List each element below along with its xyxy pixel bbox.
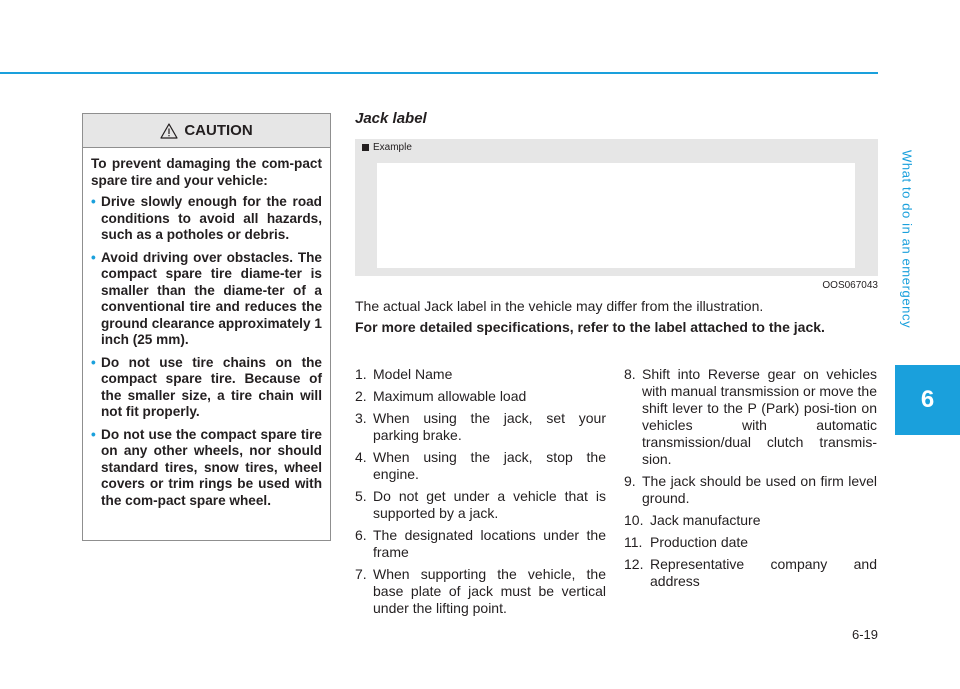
jack-items-left (355, 366, 606, 622)
caution-bullet: • Do not use the compact spare tire on any other wheels, nor should standard tires, snow tires, wheel covers or trim rings be used with the com-pact spare wheel. (91, 426, 322, 508)
square-bullet-icon (362, 144, 369, 151)
caution-bullet: • Drive slowly enough for the road conditions to avoid all hazards, such as a potholes or debris. (91, 194, 322, 242)
header-rule (0, 72, 878, 74)
figure-tag: Example (362, 142, 412, 153)
list-item: 10. Jack manufacture (624, 512, 761, 528)
list-item: 3. When using the jack, set your parking brake. (355, 410, 606, 443)
caution-box (82, 113, 331, 541)
caution-bullet: • Avoid driving over obstacles. The compact spare tire diame-ter is smaller than the diame-ter of a conventional tire and reduces the ground clearance approximately 1 inch (25 mm). (91, 249, 322, 347)
caution-header (83, 114, 330, 148)
chapter-number-tab: 6 (895, 365, 960, 435)
warning-triangle-icon (160, 123, 178, 139)
jack-items-right (624, 366, 877, 595)
bullet-icon: • (91, 354, 96, 370)
list-item: 1. Model Name (355, 366, 453, 382)
caution-bullet-list (91, 194, 322, 509)
jack-label-image (377, 163, 855, 268)
section-title: Jack label (355, 110, 427, 127)
bullet-icon: • (91, 249, 96, 265)
note-bold-text: For more detailed specifications, refer to the label attached to the jack. (355, 319, 825, 335)
list-item: 6. The designated locations under the frame (355, 527, 606, 560)
jack-label-figure (355, 139, 878, 276)
bullet-icon: • (91, 194, 96, 209)
caution-title: CAUTION (184, 122, 253, 139)
chapter-side-label: What to do in an emergency (899, 150, 915, 329)
list-item: 7. When supporting the vehicle, the base plate of jack must be vertical under the lifting point. (355, 566, 606, 616)
list-item: 9. The jack should be used on firm level ground. (624, 473, 877, 506)
caution-body (83, 148, 330, 509)
figure-code: OOS067043 (822, 280, 878, 291)
bullet-icon: • (91, 426, 96, 442)
caution-intro: To prevent damaging the com-pact spare tire and your vehicle: (91, 156, 322, 188)
caution-bullet: • Do not use tire chains on the compact spare tire. Because of the smaller size, a tire chain will not fit properly. (91, 354, 322, 419)
note-text: The actual Jack label in the vehicle may differ from the illustration. (355, 298, 764, 314)
list-item: 8. Shift into Reverse gear on vehicles with manual transmission or move the shift lever to the P (Park) posi-tion on vehicles with automatic transmission/dual clutch transmis-sion. (624, 366, 877, 467)
list-item: 12. Representative company and address (624, 556, 877, 589)
list-item: 4. When using the jack, stop the engine. (355, 449, 606, 482)
page-number: 6-19 (851, 627, 878, 642)
list-item: 11. Production date (624, 534, 749, 550)
list-item: 5. Do not get under a vehicle that is supported by a jack. (355, 488, 606, 521)
list-item: 2. Maximum allowable load (355, 388, 527, 404)
